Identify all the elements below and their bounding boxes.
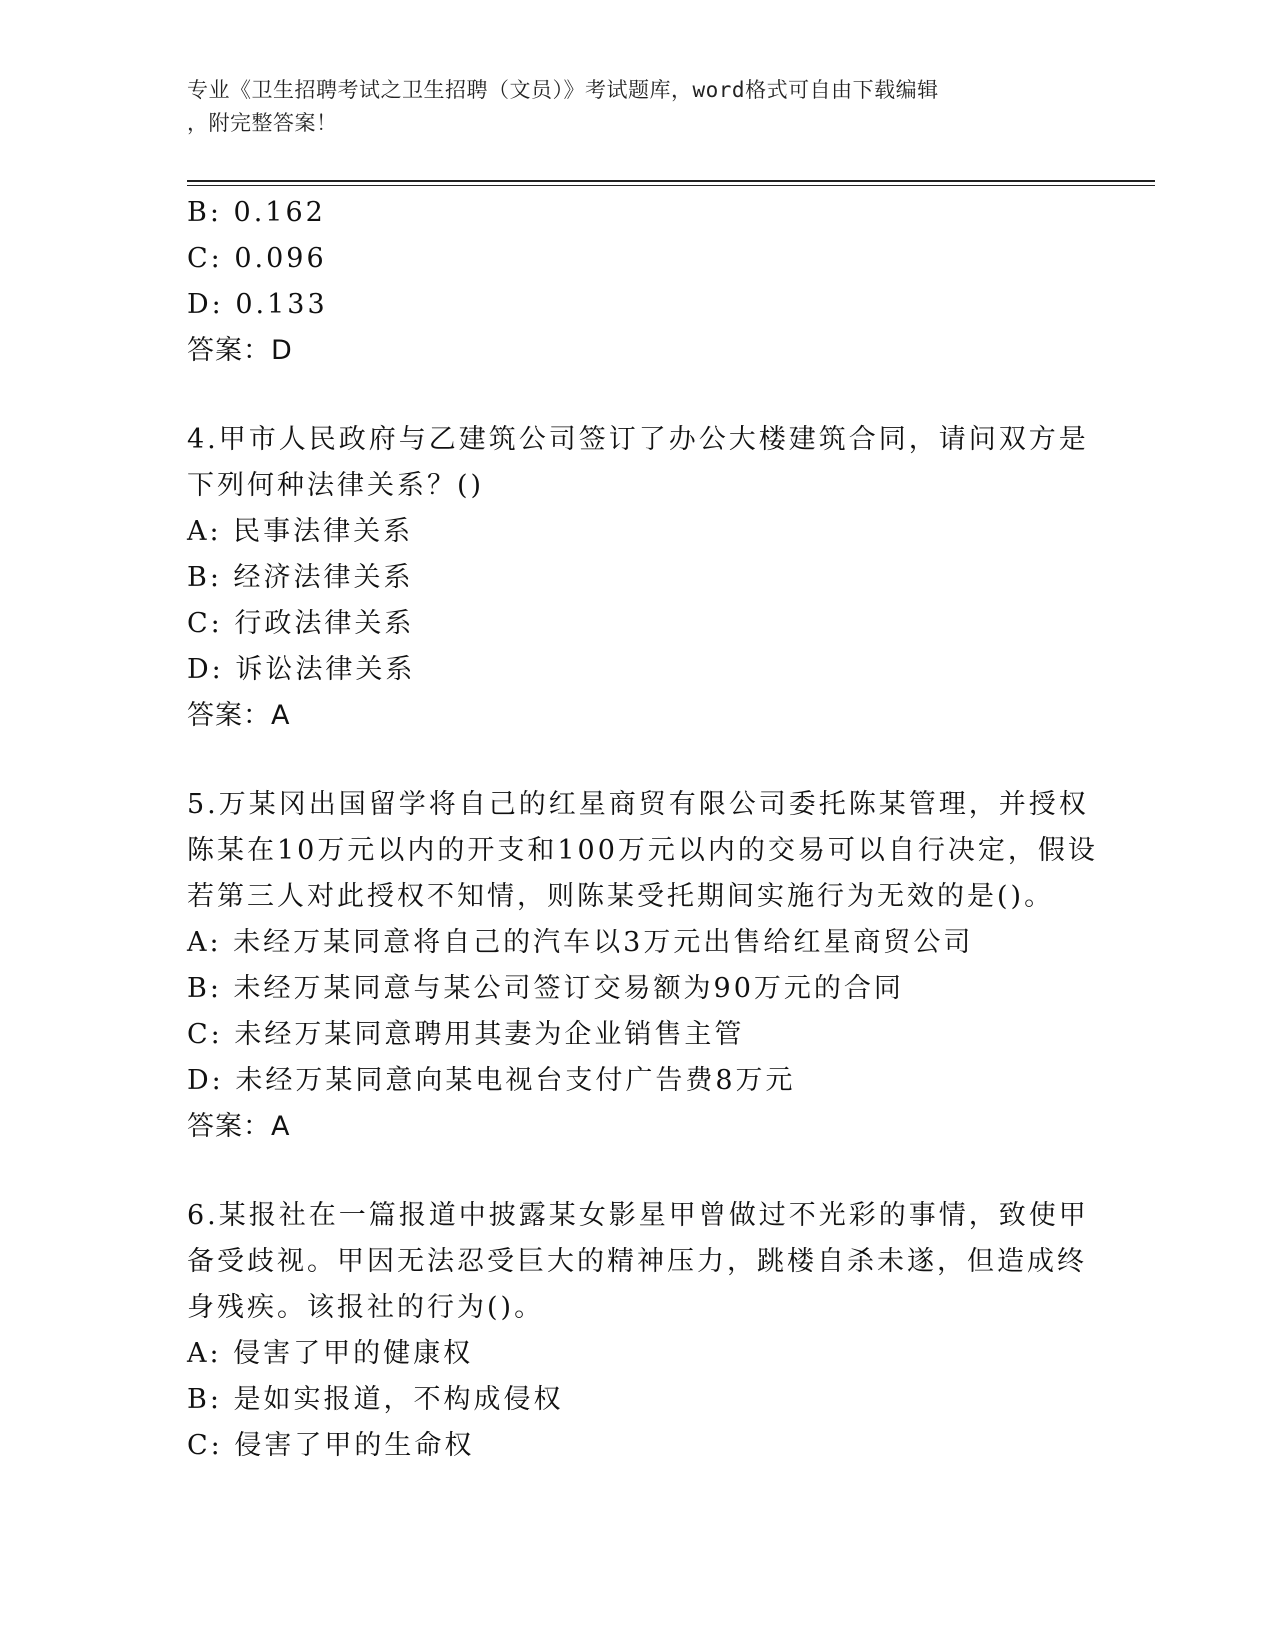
question-3	[187, 190, 1087, 374]
question-list	[187, 190, 1098, 1469]
q5-stem-line-1: 5.万某冈出国留学将自己的红星商贸有限公司委托陈某管理，并授权	[187, 789, 1089, 820]
question-spacer	[187, 1150, 1087, 1193]
header-line-2: ，附完整答案！	[187, 111, 338, 135]
question-5	[187, 782, 1098, 1150]
q4-option-d: D: 诉讼法律关系	[187, 654, 416, 685]
q3-option-b: B: 0.162	[187, 197, 326, 228]
q4-stem-line-2: 下列何种法律关系？()	[187, 470, 485, 501]
q4-answer: 答案：A	[187, 700, 291, 731]
q3-answer: 答案：D	[187, 335, 293, 366]
header-line-1: 专业《卫生招聘考试之卫生招聘（文员）》考试题库，word格式可自由下载编辑	[187, 78, 939, 102]
question-spacer	[187, 374, 1087, 417]
question-6	[187, 1193, 1087, 1469]
q6-option-a: A: 侵害了甲的健康权	[187, 1338, 474, 1369]
q4-stem-line-1: 4.甲市人民政府与乙建筑公司签订了办公大楼建筑合同，请问双方是	[187, 424, 1089, 455]
q3-option-c: C: 0.096	[187, 243, 327, 274]
question-spacer	[187, 739, 1087, 782]
q5-option-d: D: 未经万某同意向某电视台支付广告费8万元	[187, 1065, 796, 1096]
question-4	[187, 417, 1087, 739]
header-divider-thick	[187, 180, 1155, 182]
q5-option-c: C: 未经万某同意聘用其妻为企业销售主管	[187, 1019, 745, 1050]
q5-stem-line-2: 陈某在10万元以内的开支和100万元以内的交易可以自行决定，假设	[187, 835, 1098, 866]
q5-option-b: B: 未经万某同意与某公司签订交易额为90万元的合同	[187, 973, 904, 1004]
q5-option-a: A: 未经万某同意将自己的汽车以3万元出售给红星商贸公司	[187, 927, 974, 958]
q6-option-b: B: 是如实报道，不构成侵权	[187, 1384, 564, 1415]
q4-option-a: A: 民事法律关系	[187, 516, 414, 547]
q6-option-c: C: 侵害了甲的生命权	[187, 1430, 475, 1461]
q6-stem-line-2: 备受歧视。甲因无法忍受巨大的精神压力，跳楼自杀未遂，但造成终	[187, 1246, 1087, 1277]
header-divider-thin	[187, 185, 1155, 186]
q6-stem-line-3: 身残疾。该报社的行为()。	[187, 1292, 545, 1323]
q4-option-c: C: 行政法律关系	[187, 608, 415, 639]
q5-answer: 答案：A	[187, 1111, 291, 1142]
q5-stem-line-3: 若第三人对此授权不知情，则陈某受托期间实施行为无效的是()。	[187, 881, 1055, 912]
document-header	[187, 74, 1087, 140]
q4-option-b: B: 经济法律关系	[187, 562, 414, 593]
q6-stem-line-1: 6.某报社在一篇报道中披露某女影星甲曾做过不光彩的事情，致使甲	[187, 1200, 1089, 1231]
q3-option-d: D: 0.133	[187, 289, 328, 320]
